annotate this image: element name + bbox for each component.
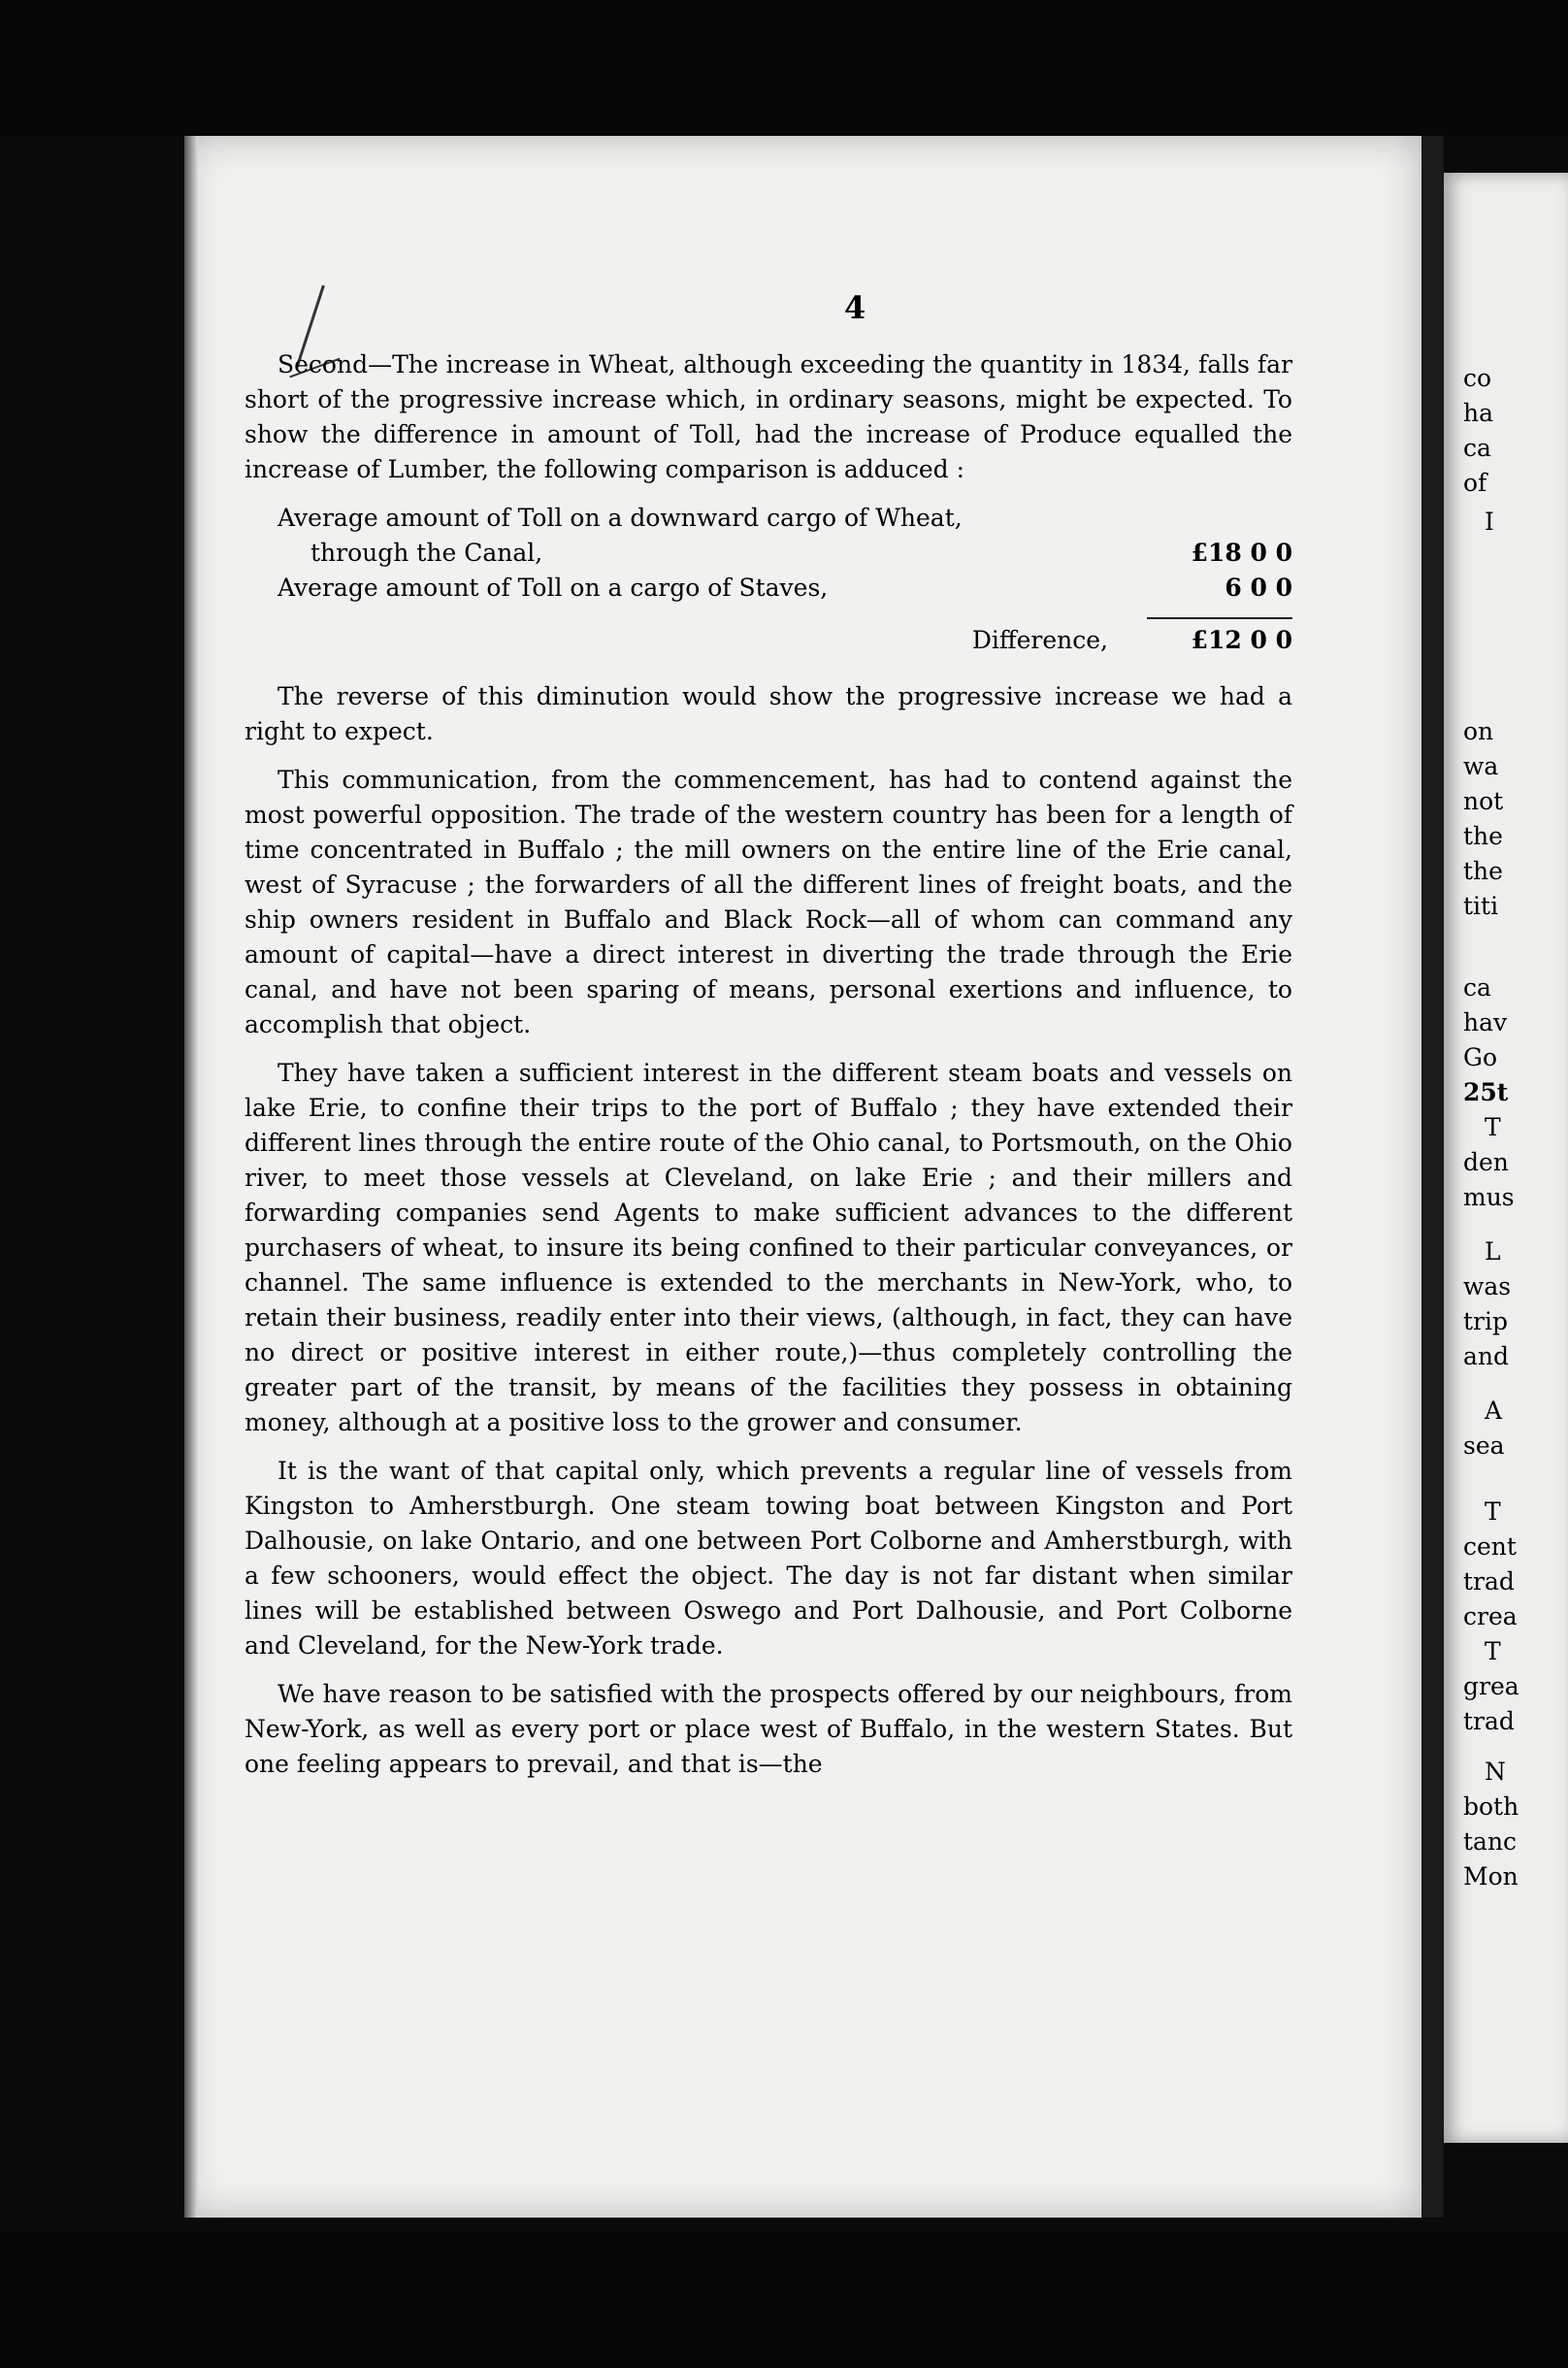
fragment: T <box>1485 1637 1501 1665</box>
body-text <box>245 347 1292 1795</box>
fragment: 25t <box>1463 1078 1509 1106</box>
fragment: trip <box>1463 1307 1508 1335</box>
fragment: co <box>1463 364 1492 392</box>
fragment: titi <box>1463 892 1499 920</box>
fragment: Mon <box>1463 1862 1519 1891</box>
paragraph: They have taken a sufficient interest in the different steam boats and vessels on lake Erie, to confine their trips to the port of Buffalo ; they have extended their different lines through the entire route of the Ohio canal, to Portsmouth, on the Ohio river, to meet those vessels at Cleveland, on lake Erie ; and their millers and forwarding companies send Agents to make sufficient advances to the different purchasers of wheat, to insure its being confined to their particular conveyances, or channel. The same influence is extended to the merchants in New-York, who, to retain their business, readily enter into their views, (although, in fact, they can have no direct or positive interest in either route,)—thus completely controlling the greater part of the transit, by means of the facilities they possess in obtaining money, although at a positive loss to the grower and consumer. <box>245 1059 1292 1436</box>
ledger-label: Average amount of Toll on a downward cargo of Wheat, <box>278 504 963 532</box>
paragraph: This communication, from the commencement, has had to contend against the most powerful opposition. The trade of the western country has been for a length of time concentrated in Buffalo ; the mill owners on the entire line of the Erie canal, west of Syracuse ; the forwarders of all the different lines of freight boats, and the ship owners resident in Buffalo and Black Rock—all of whom can command any amount of capital—have a direct interest in diverting the trade through the Erie canal, and have not been sparing of means, personal exertions and influence, to accomplish that object. <box>245 766 1292 1038</box>
fragment: wa <box>1463 752 1499 780</box>
fragment: mus <box>1463 1183 1515 1211</box>
ledger-label: Difference, <box>971 626 1108 654</box>
paragraph: Second—The increase in Wheat, although exceeding the quantity in 1834, falls far short of the progressive increase which, in ordinary seasons, might be expected. To show the difference in amount of Toll, had the increase of Produce equalled the increase of Lumber, the following comparison is adduced : <box>245 350 1292 483</box>
fragment: ca <box>1463 434 1491 462</box>
fragment: the <box>1463 822 1503 850</box>
fragment: not <box>1463 787 1504 815</box>
film-frame-top <box>0 0 1568 136</box>
ledger-amount: £18 0 0 <box>1191 539 1292 567</box>
fragment: I <box>1485 508 1494 536</box>
paragraph: It is the want of that capital only, which prevents a regular line of vessels from Kingston to Amherstburgh. One steam towing boat between Kingston and Port Dalhousie, on lake Ontario, and one between Port Colborne and Amherstburgh, with a few schooners, would effect the object. The day is not far distant when similar lines will be established between Oswego and Port Dalhousie, and Port Colborne and Cleveland, for the New-York trade. <box>245 1457 1292 1660</box>
ledger-row-difference <box>245 617 1292 658</box>
fragment: cent <box>1463 1532 1517 1561</box>
ledger-amount: £12 0 0 <box>1147 617 1292 658</box>
ledger-row-staves <box>245 571 1292 606</box>
fragment: hav <box>1463 1008 1508 1036</box>
ledger-row-wheat-cont <box>245 536 1292 571</box>
fragment: on <box>1463 717 1494 745</box>
page-gutter <box>1421 136 1444 2218</box>
fragment: the <box>1463 857 1503 885</box>
fragment: ca <box>1463 973 1491 1002</box>
fragment: trad <box>1463 1707 1515 1735</box>
page-fold-shadow <box>184 136 198 2218</box>
page-number: 4 <box>844 289 866 326</box>
ledger-label: through the Canal, <box>310 539 543 567</box>
fragment: N <box>1485 1758 1506 1786</box>
ledger-row-wheat <box>245 501 1292 536</box>
paragraph: The reverse of this diminution would show the progressive increase we had a right to expect. <box>245 682 1292 745</box>
fragment: T <box>1485 1113 1501 1141</box>
fragment: sea <box>1463 1431 1505 1460</box>
fragment: Go <box>1463 1043 1498 1071</box>
fragment: ha <box>1463 399 1494 427</box>
fragment: both <box>1463 1792 1519 1821</box>
fragment: crea <box>1463 1602 1518 1630</box>
ledger-amount: 6 0 0 <box>1225 574 1292 602</box>
fragment: tanc <box>1463 1827 1518 1856</box>
ledger-label: Average amount of Toll on a cargo of Staves, <box>278 574 829 602</box>
fragment: trad <box>1463 1567 1515 1595</box>
fragment: grea <box>1463 1672 1519 1700</box>
fragment: L <box>1485 1237 1501 1266</box>
fragment: A <box>1485 1397 1503 1425</box>
fragment: and <box>1463 1342 1510 1370</box>
fragment: was <box>1463 1272 1512 1300</box>
paragraph: We have reason to be satisfied with the prospects offered by our neighbours, from New-York, as well as every port or place west of Buffalo, in the western States. But one feeling appears to prevail, and that is—the <box>245 1680 1292 1778</box>
fragment: den <box>1463 1148 1509 1176</box>
fragment: of <box>1463 469 1487 497</box>
fragment: T <box>1485 1497 1501 1526</box>
toll-comparison-table <box>245 501 1292 658</box>
film-frame-bottom <box>0 2232 1568 2368</box>
